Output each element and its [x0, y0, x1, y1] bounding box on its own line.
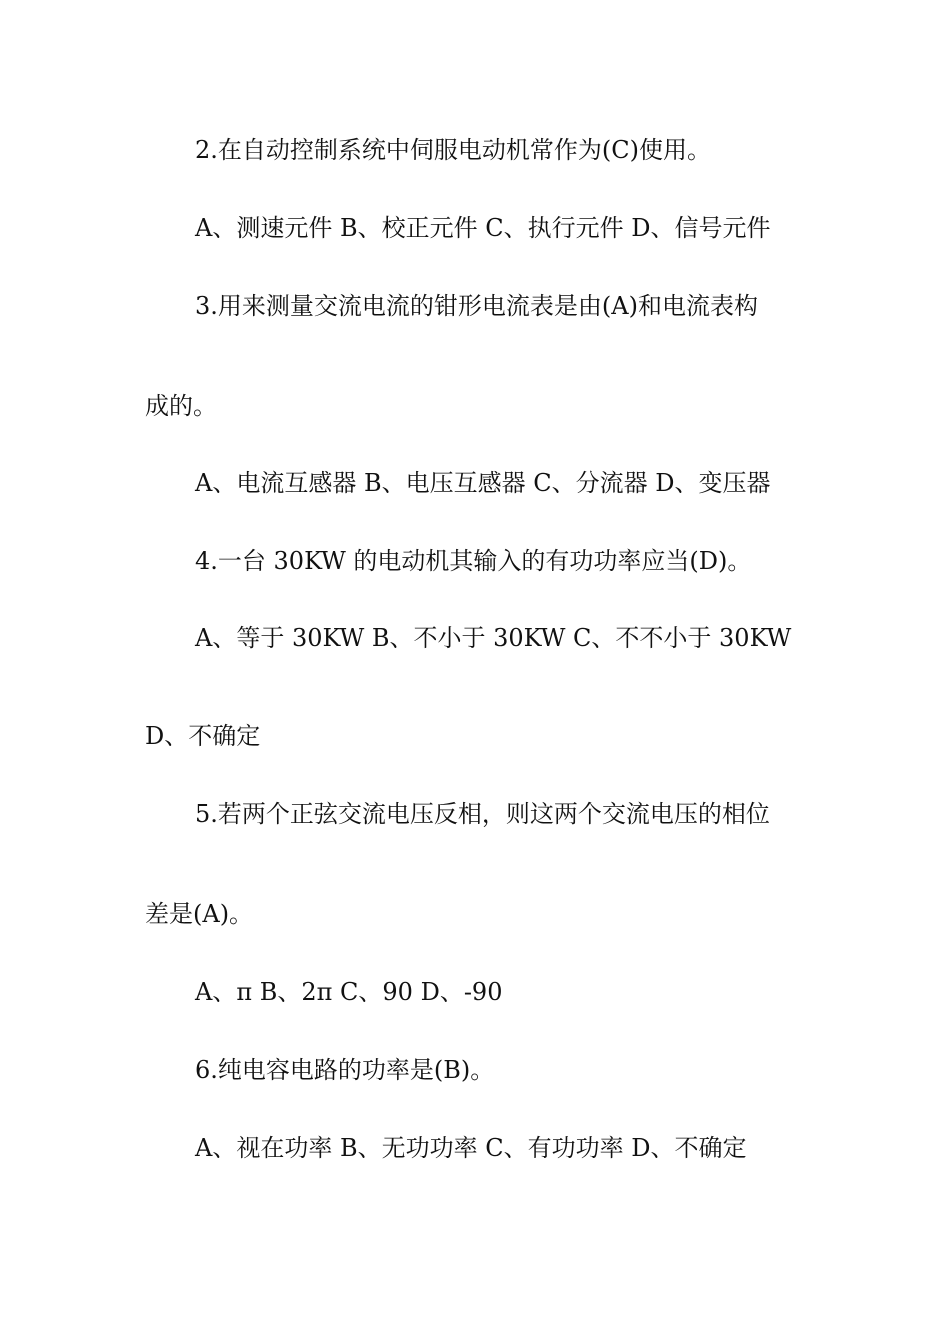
question-5-text-continued: 差是(A)。	[145, 900, 254, 928]
question-2-options: A、测速元件 B、校正元件 C、执行元件 D、信号元件	[195, 214, 771, 242]
question-3-text: 3.用来测量交流电流的钳形电流表是由(A)和电流表构	[195, 292, 758, 320]
question-5-text: 5.若两个正弦交流电压反相，则这两个交流电压的相位	[195, 800, 770, 828]
question-4-text: 4.一台 30KW 的电动机其输入的有功功率应当(D)。	[195, 547, 752, 575]
question-6-text: 6.纯电容电路的功率是(B)。	[195, 1056, 495, 1084]
question-6-options: A、视在功率 B、无功功率 C、有功功率 D、不确定	[195, 1134, 747, 1162]
question-4-options-continued: D、不确定	[145, 722, 261, 750]
question-3-options: A、电流互感器 B、电压互感器 C、分流器 D、变压器	[195, 469, 771, 497]
question-3-text-continued: 成的。	[145, 392, 217, 420]
question-4-options: A、等于 30KW B、不小于 30KW C、不不小于 30KW	[195, 624, 792, 652]
question-2-text: 2.在自动控制系统中伺服电动机常作为(C)使用。	[195, 136, 711, 164]
question-5-options: A、π B、2π C、90 D、-90	[195, 978, 503, 1006]
